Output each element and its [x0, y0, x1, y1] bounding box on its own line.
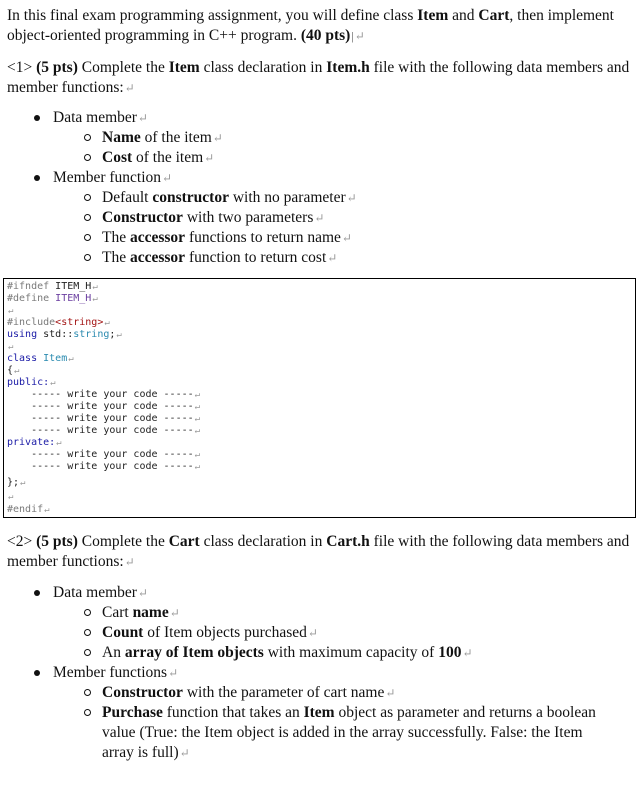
part2-bullet-member-functions [0, 663, 640, 763]
placeholder-code: ----- write your code ----- [7, 425, 194, 436]
part1-file: Item.h [326, 59, 370, 76]
return-mark: ↵ [44, 505, 50, 515]
sub-bullet-accessor-cost [53, 248, 640, 268]
return-mark: ↵ [116, 330, 122, 340]
placeholder-code: ----- write your code ----- [7, 401, 194, 412]
code-line-public [7, 377, 56, 389]
intro-points: (40 pts) [300, 27, 351, 44]
define-symbol: ITEM_H [49, 293, 92, 304]
bold-text: array of Item objects [124, 644, 264, 661]
return-mark: ↵ [385, 686, 396, 700]
sub-bullet-name [53, 128, 640, 148]
bold-text: Constructor [102, 209, 183, 226]
part1-data-member-sublist [53, 128, 640, 168]
part2-bullet-list [0, 583, 640, 763]
return-mark: ↵ [68, 354, 74, 364]
intro-and: and [448, 7, 479, 24]
return-mark: ↵ [194, 402, 201, 412]
code-line-close-brace [7, 477, 25, 489]
bold-text: Name [102, 129, 141, 146]
code-line-write-4 [7, 425, 200, 437]
return-mark: ↵ [307, 626, 318, 640]
text: with two parameters [182, 209, 314, 226]
text: of Item objects purchased [143, 624, 307, 641]
text: of the item [140, 129, 212, 146]
code-line-define [7, 293, 98, 305]
bullet-label: Data member [53, 584, 137, 601]
code-line-write-6 [7, 461, 200, 473]
return-mark: ↵ [194, 414, 201, 424]
code-line-using [7, 329, 122, 341]
text: functions to return name [185, 229, 341, 246]
return-mark: ↵ [137, 586, 148, 600]
code-line-class [7, 353, 74, 365]
bold-text: accessor [129, 249, 186, 266]
sub-bullet-constructor [53, 208, 640, 228]
placeholder-code: ----- write your code ----- [7, 413, 194, 424]
code-line-blank-2 [7, 341, 13, 353]
return-mark: ↵ [92, 294, 98, 304]
intro-paragraph [7, 6, 632, 46]
part1-paragraph [7, 58, 632, 98]
return-mark: ↵ [168, 666, 179, 680]
code-line-blank-3 [7, 491, 13, 503]
code-line-write-5 [7, 449, 200, 461]
return-mark: ↵ [194, 462, 201, 472]
bold-text: Item [303, 704, 335, 721]
return-mark: ↵ [327, 251, 338, 265]
bold-text: name [132, 604, 169, 621]
code-line-private [7, 437, 62, 449]
cursor-mark: | [351, 29, 354, 43]
part2-bullet-data-member [0, 583, 640, 663]
part1-bullet-list [0, 108, 640, 268]
return-mark: ↵ [462, 646, 473, 660]
return-mark: ↵ [212, 131, 223, 145]
part1-text-3: file with the following data members and member functions: [7, 59, 630, 96]
part2-paragraph [7, 532, 632, 572]
text: with maximum capacity of [263, 644, 439, 661]
return-mark: ↵ [8, 342, 14, 352]
text: with the parameter of cart name [182, 684, 385, 701]
placeholder-code: ----- write your code ----- [7, 389, 194, 400]
return-mark: ↵ [194, 450, 201, 460]
include-file: <string> [55, 317, 104, 328]
return-mark: ↵ [8, 492, 14, 502]
return-mark: ↵ [341, 231, 352, 245]
part1-text-2: class declaration in [199, 59, 327, 76]
return-mark: ↵ [92, 282, 98, 292]
code-line-write-3 [7, 413, 200, 425]
part1-bullet-member-function [0, 168, 640, 268]
part2-class: Cart [168, 533, 200, 550]
bullet-label: Member functions [53, 664, 168, 681]
code-block [3, 278, 636, 518]
text: An [102, 644, 125, 661]
intro-item: Item [417, 7, 449, 24]
sub-bullet-array [53, 643, 640, 663]
code-line-include [7, 317, 110, 329]
keyword-public: public: [7, 377, 50, 388]
part1-number: <1> [7, 59, 33, 76]
ifndef-symbol: ITEM_H [49, 281, 92, 292]
return-mark: ↵ [204, 151, 215, 165]
text: of the item [132, 149, 204, 166]
text: with no parameter [228, 189, 346, 206]
text: The [102, 249, 130, 266]
sub-bullet-count [53, 623, 640, 643]
placeholder-code: ----- write your code ----- [7, 449, 194, 460]
type-string: string [73, 329, 110, 340]
return-mark: ↵ [162, 171, 173, 185]
part2-text-2: class declaration in [199, 533, 327, 550]
bold-text: accessor [129, 229, 186, 246]
intro-cart: Cart [478, 7, 510, 24]
code-line-ifndef [7, 281, 98, 293]
code-line-endif [7, 504, 50, 516]
placeholder-code: ----- write your code ----- [7, 461, 194, 472]
return-mark: ↵ [20, 478, 26, 488]
preprocessor-include: #include [7, 317, 56, 328]
return-mark: ↵ [14, 366, 20, 376]
namespace-std: std:: [37, 329, 74, 340]
part2-file: Cart.h [326, 533, 370, 550]
preprocessor-endif: #endif [7, 504, 44, 515]
part2-data-member-sublist [53, 603, 640, 663]
sub-bullet-cart-name [53, 603, 640, 623]
sub-bullet-constructor [53, 683, 640, 703]
part2-number: <2> [7, 533, 33, 550]
return-mark: ↵ [169, 606, 180, 620]
return-mark: ↵ [50, 378, 56, 388]
code-line-blank-1 [7, 305, 13, 317]
return-mark: ↵ [8, 306, 14, 316]
part2-member-functions-sublist [53, 683, 640, 763]
return-mark: ↵ [354, 29, 365, 43]
semicolon: ; [109, 329, 116, 340]
sub-bullet-purchase [53, 703, 640, 763]
return-mark: ↵ [56, 438, 62, 448]
part1-text-1: Complete the [77, 59, 169, 76]
return-mark: ↵ [124, 81, 135, 95]
sub-bullet-accessor-name [53, 228, 640, 248]
part2-text-1: Complete the [77, 533, 169, 550]
bullet-label: Member function [53, 169, 162, 186]
text: function to return cost [185, 249, 327, 266]
bold-text: Count [102, 624, 144, 641]
bold-text: constructor [152, 189, 229, 206]
bold-text: Constructor [102, 684, 183, 701]
code-line-write-1 [7, 389, 200, 401]
bold-text: Cost [102, 149, 133, 166]
open-brace: { [7, 365, 14, 376]
part2-text-3: file with the following data members and member functions: [7, 533, 630, 570]
return-mark: ↵ [104, 318, 110, 328]
return-mark: ↵ [137, 111, 148, 125]
close-brace: }; [7, 477, 20, 488]
bold-text: 100 [438, 644, 462, 661]
return-mark: ↵ [194, 390, 201, 400]
bold-text: Purchase [102, 704, 163, 721]
part1-points: (5 pts) [36, 59, 78, 76]
preprocessor-define: #define [7, 293, 50, 304]
text: Default [102, 189, 153, 206]
sub-bullet-cost [53, 148, 640, 168]
intro-text-1: In this final exam programming assignment, you will define class [7, 7, 418, 24]
text: The [102, 229, 130, 246]
part1-member-function-sublist [53, 188, 640, 268]
return-mark: ↵ [124, 555, 135, 569]
preprocessor-ifndef: #ifndef [7, 281, 50, 292]
sub-bullet-default-constructor [53, 188, 640, 208]
intro-text-2: , then implement object-oriented programming in C++ program. [7, 7, 614, 44]
part1-class: Item [168, 59, 200, 76]
part2-points: (5 pts) [36, 533, 78, 550]
text: function that takes an [162, 704, 304, 721]
return-mark: ↵ [346, 191, 357, 205]
text: object as parameter and returns a boolean value (True: the Item object is added in the array successfully. False: the Item array is full) [102, 704, 596, 761]
class-name: Item [37, 353, 68, 364]
keyword-using: using [7, 329, 38, 340]
code-line-write-2 [7, 401, 200, 413]
code-line-open-brace [7, 365, 19, 377]
text: Cart [102, 604, 133, 621]
keyword-class: class [7, 353, 38, 364]
return-mark: ↵ [194, 426, 201, 436]
part1-bullet-data-member [0, 108, 640, 168]
return-mark: ↵ [179, 746, 190, 760]
bullet-label: Data member [53, 109, 137, 126]
return-mark: ↵ [314, 211, 325, 225]
keyword-private: private: [7, 437, 56, 448]
